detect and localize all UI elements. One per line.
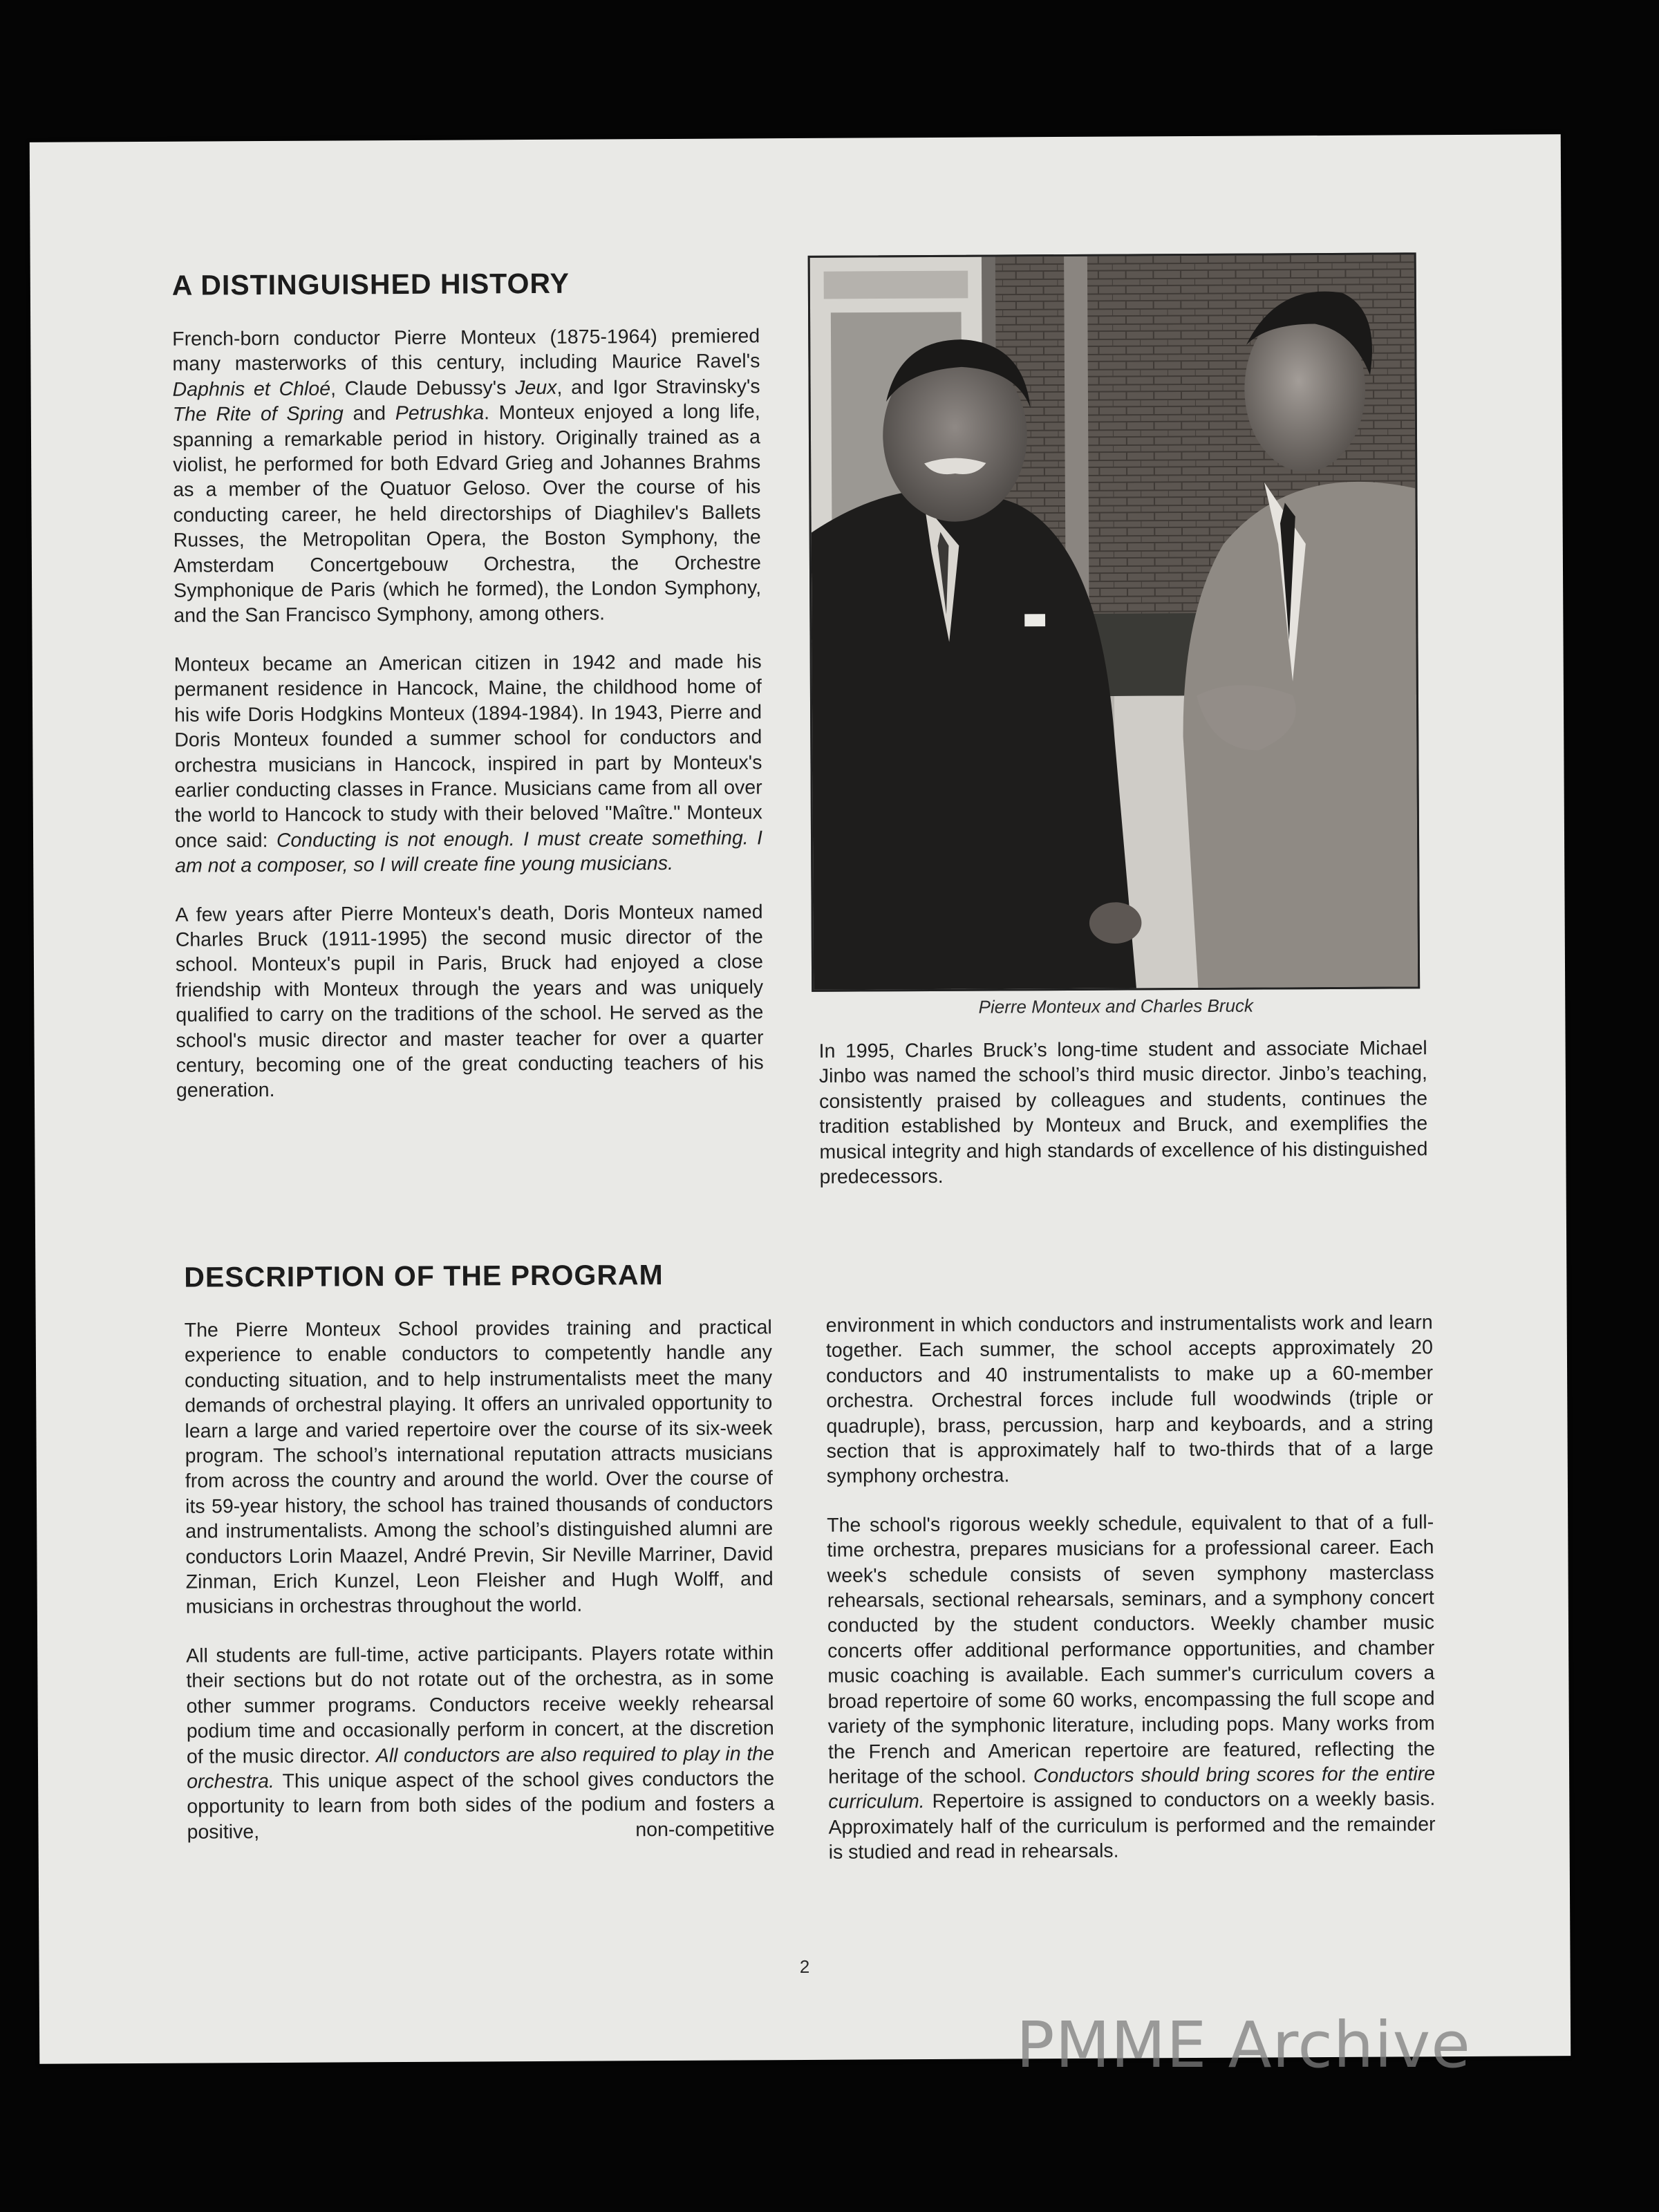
jinbo-column xyxy=(819,1035,1428,1190)
program-paragraph-3: The school's rigorous weekly schedule, equivalent to that of a full-time orchestra, prepares musicians for a professional career. Each week's schedule consists of seven symphony masterclass rehearsals, sectional rehearsals, seminars, and a symphony concert conducted by the student conductors. Weekly chamber music concerts offer additional performance opportunities, and chamber music coaching is available. Each summer's curriculum covers a broad repertoire of some 60 works, encompassing the full scope and variety of the symphonic literature, including pops. Many works from the French and American repertoire are featured, reflecting the heritage of the school. Conductors should bring scores for the entire curriculum. Repertoire is assigned to conductors on a weekly basis. Approximately half of the curriculum is performed and the remainder is studied and read in rehearsals. xyxy=(827,1511,1436,1864)
program-paragraph-2-continued: environment in which conductors and instrumentalists work and learn together. Each summer, the school accepts approximately 20 conductors and 40 instrumentalists to make up a 60-member orchestra. Orchestral forces include full woodwinds (triple or quadruple), brass, percussion, harp and keyboards, and a string section that is approximately half to two-thirds that of a large symphony orchestra. xyxy=(825,1311,1434,1488)
history-paragraph-3: A few years after Pierre Monteux's death, Doris Monteux named Charles Bruck (1911-1995) the second music director of the school. Monteux's pupil in Paris, Bruck had enjoyed a close friendship with Monteux through the years and was uniquely qualified to carry on the traditions of the school. He served as the school's music director and master teacher for over a quarter century, becoming one of the great conducting teachers of his generation. xyxy=(175,900,764,1103)
history-paragraph-1: French-born conductor Pierre Monteux (1875-1964) premiered many masterworks of this century, including Maurice Ravel's Daphnis et Chloé, Claude Debussy's Jeux, and Igor Stravinsky's The Rite of Spring and Petrushka. Monteux enjoyed a long life, spanning a remarkable period in history. Originally trained as a violist, he performed for both Edvard Grieg and Johannes Brahms as a member of the Quatuor Geloso. Over the course of his conducting career, he held directorships of Diaghilev's Ballets Russes, the Metropolitan Opera, the Boston Symphony, the Amsterdam Concertgebouw Orchestra, the Orchestre Symphonique de Paris (which he formed), the London Symphony, and the San Francisco Symphony, among others. xyxy=(172,325,762,628)
program-column-right xyxy=(826,1310,1436,1865)
brochure-page xyxy=(30,134,1571,2064)
program-column-left xyxy=(185,1315,775,1845)
monteux-bruck-photo xyxy=(808,252,1421,992)
photo-illustration xyxy=(810,254,1418,990)
history-column xyxy=(172,324,764,1103)
program-heading: DESCRIPTION OF THE PROGRAM xyxy=(184,1259,664,1293)
history-heading: A DISTINGUISHED HISTORY xyxy=(171,267,570,301)
program-paragraph-1: The Pierre Monteux School provides training and practical experience to enable conductors to competently handle any conducting situation, and to help instrumentalists meet the many demands of orchestral playing. It offers an unrivaled opportunity to learn a large and varied repertoire over the course of its six-week program. The school’s international reputation attracts musicians from across the country and around the world. Over the course of its 59-year history, the school has trained thousands of conductors and instrumentalists. Among the school’s distinguished alumni are conductors Lorin Maazel, André Previn, Sir Neville Marriner, David Zinman, Erich Kunzel, Leon Fleisher and Hugh Wolff, and musicians in orchestras throughout the world. xyxy=(184,1316,774,1619)
history-paragraph-2: Monteux became an American citizen in 1942 and made his permanent residence in Hancock, Maine, the childhood home of his wife Doris Hodgkins Monteux (1894-1984). In 1943, Pierre and Doris Monteux founded a summer school for conductors and orchestra musicians in Hancock, inspired in part by Monteux's earlier conducting classes in France. Musicians came from all over the world to Hancock to study with their beloved "Maître." Monteux once said: Conducting is not enough. I must create something. I am not a composer, so I will create fine young musicians. xyxy=(174,650,763,877)
archive-watermark: PMME Archive xyxy=(1016,2008,1471,2082)
photo-caption: Pierre Monteux and Charles Bruck xyxy=(978,995,1254,1018)
program-paragraph-2: All students are full-time, active participants. Players rotate within their sections but do not rotate out of the orchestra, as in some other summer programs. Conductors receive weekly rehearsal podium time and occasionally perform in concert, at the discretion of the music director. All conductors are also required to play in the orchestra. This unique aspect of the school gives conductors the opportunity to learn from both sides of the podium and fosters a positive, non-competitive xyxy=(186,1642,775,1844)
page-number: 2 xyxy=(799,1956,810,1978)
history-paragraph-4: In 1995, Charles Bruck’s long-time student and associate Michael Jinbo was named the school’s third music director. Jinbo’s teaching, consistently praised by colleagues and students, continues the tradition established by Monteux and Bruck, and exemplifies the musical integrity and high standards of excellence of his distinguished predecessors. xyxy=(818,1037,1428,1188)
